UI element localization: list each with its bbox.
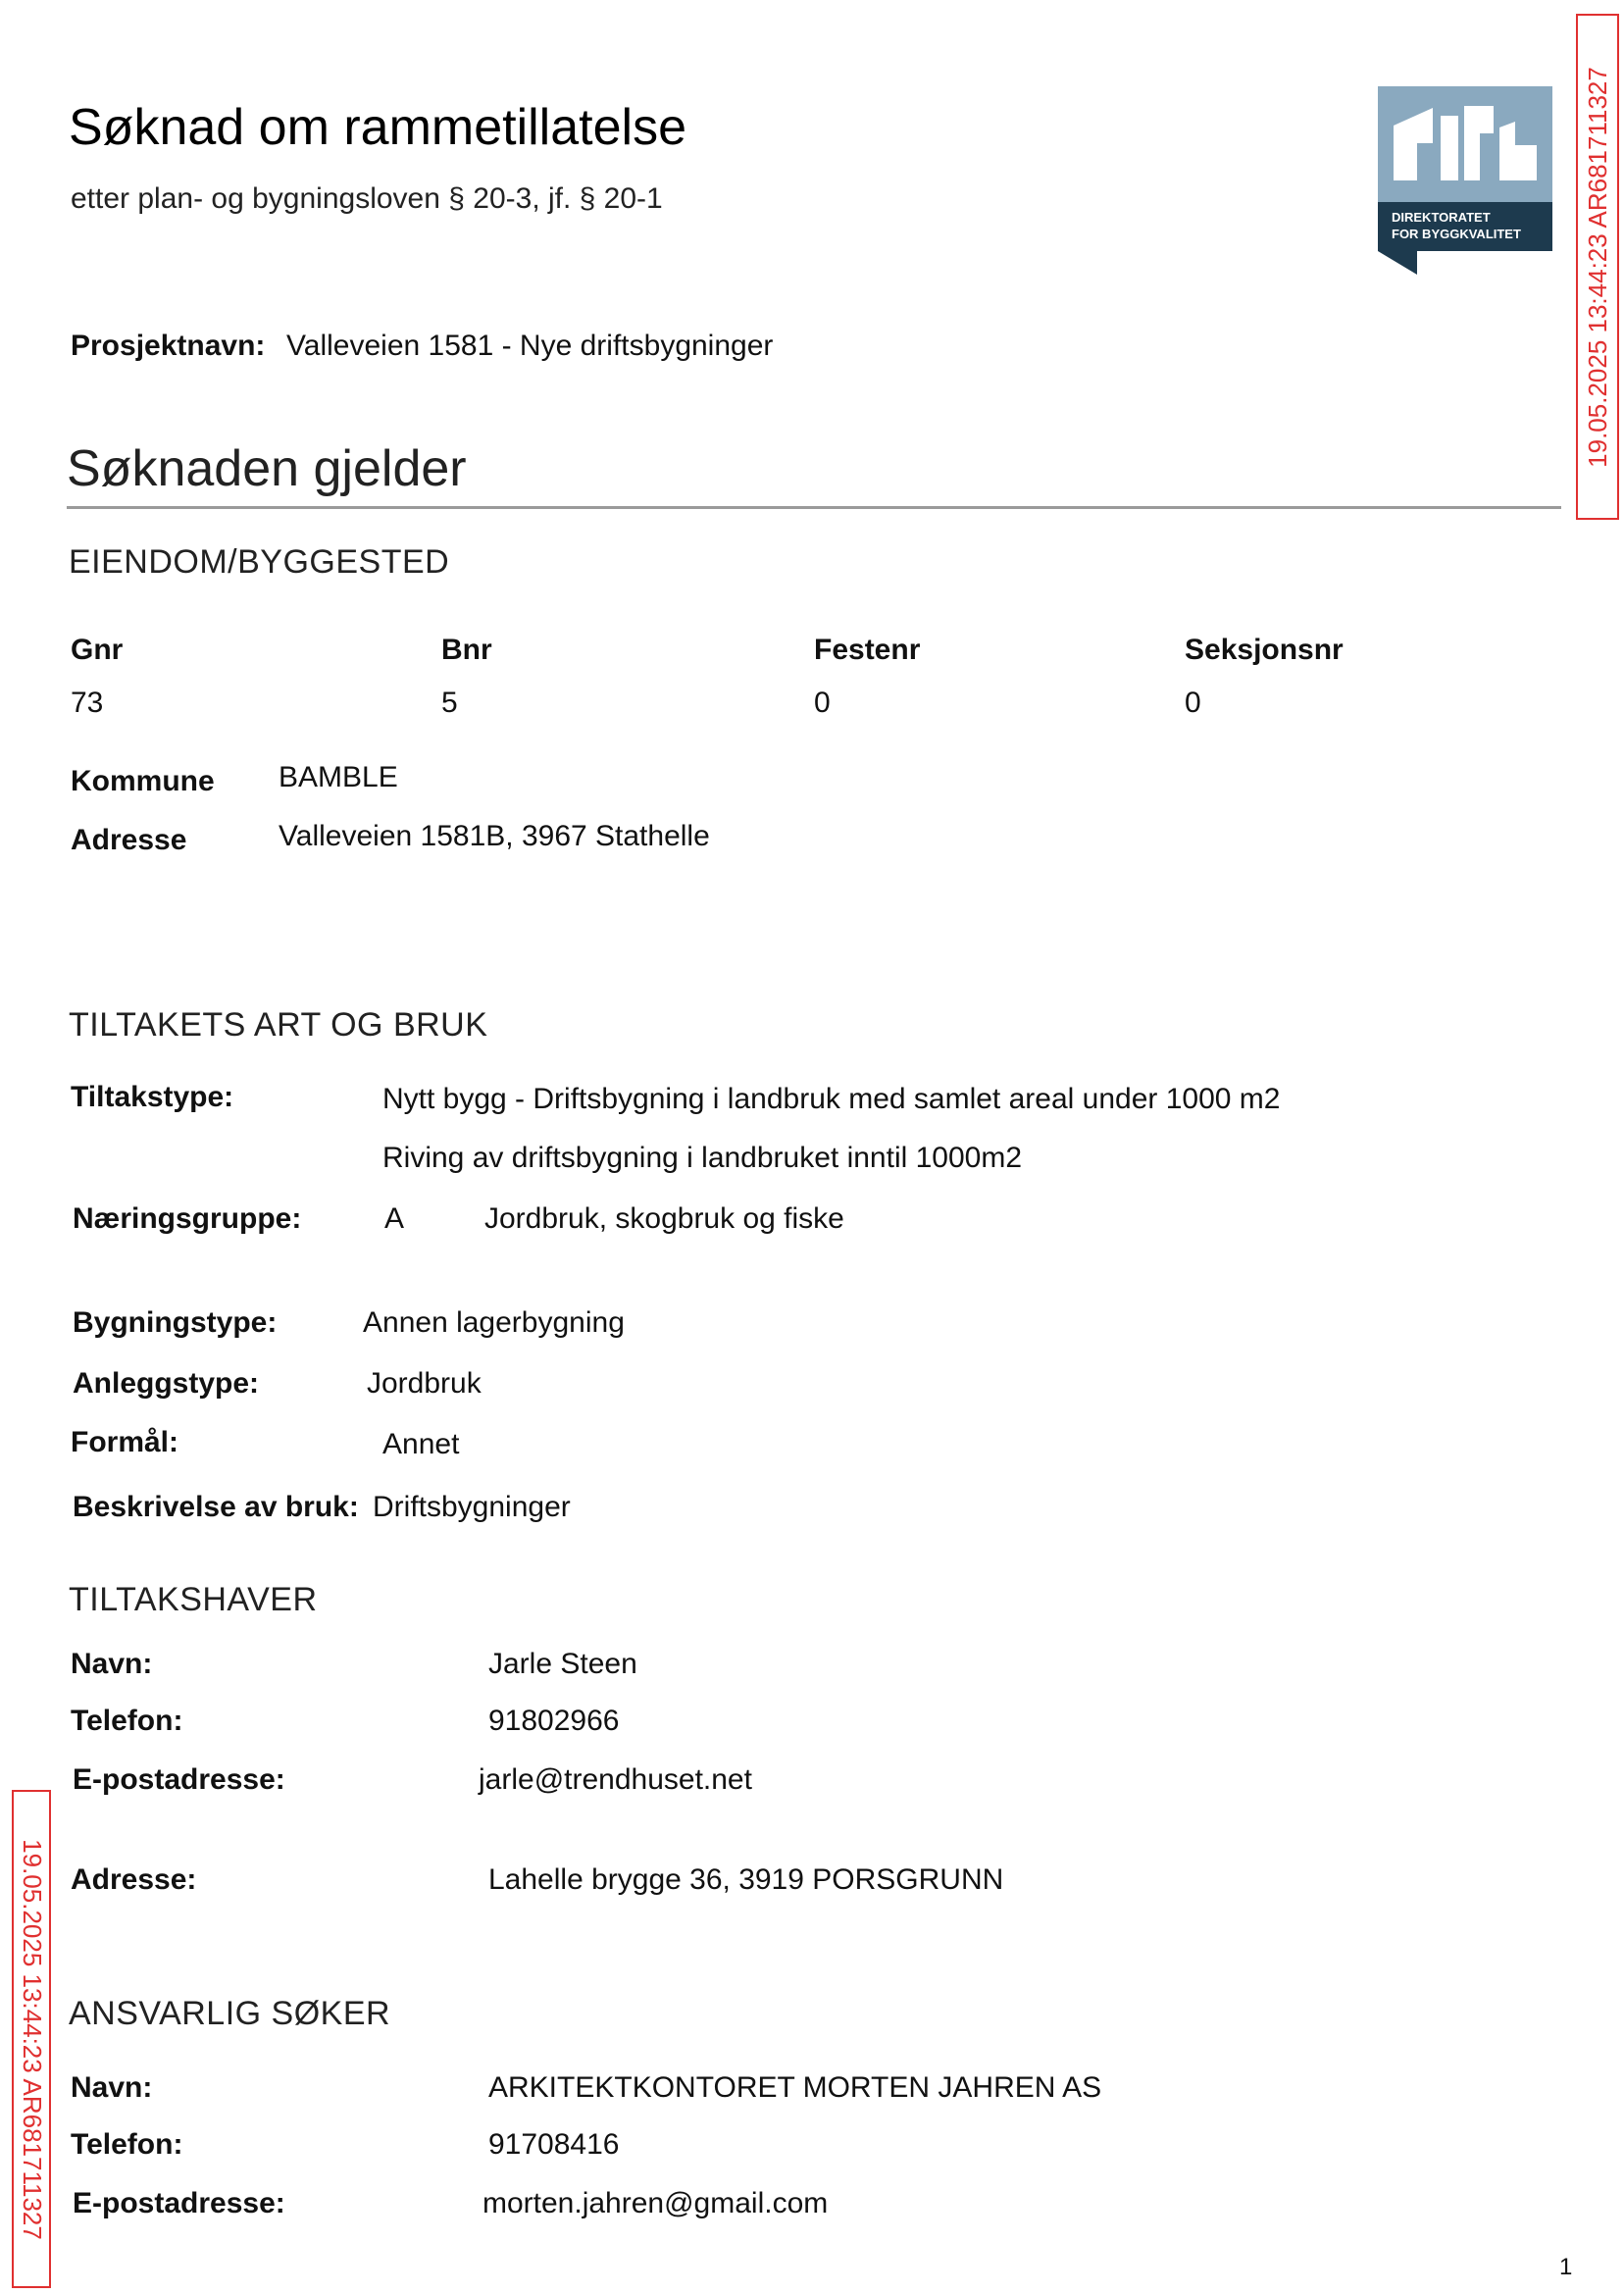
bnr-label: Bnr (441, 634, 492, 666)
anleggstype-label: Anleggstype: (73, 1367, 260, 1400)
naeringsgruppe-code: A (384, 1202, 405, 1235)
bygningstype-label: Bygningstype: (73, 1306, 278, 1339)
tiltakstype-value-2: Riving av driftsbygning i landbruket inntil 1000m2 (382, 1142, 1023, 1174)
beskrivelse-value: Driftsbygninger (373, 1491, 571, 1523)
tiltakshaver-adresse-value: Lahelle brygge 36, 3919 PORSGRUNN (488, 1863, 1004, 1896)
ansvarlig-telefon-label: Telefon: (71, 2128, 183, 2161)
page-subtitle: etter plan- og bygningsloven § 20-3, jf. § 20-1 (71, 182, 663, 215)
anleggstype-value: Jordbruk (367, 1367, 482, 1400)
tiltakshaver-epost-value: jarle@trendhuset.net (479, 1763, 752, 1796)
naeringsgruppe-value: Jordbruk, skogbruk og fiske (484, 1202, 844, 1235)
tiltakstype-label: Tiltakstype: (71, 1081, 234, 1113)
dibk-logo-icon (1378, 86, 1552, 275)
project-label: Prosjektnavn: (71, 330, 266, 362)
tiltakshaver-navn-label: Navn: (71, 1648, 153, 1680)
seksjonsnr-value: 0 (1185, 687, 1201, 719)
dibk-logo (1378, 86, 1552, 275)
receipt-stamp-left (12, 1790, 51, 2288)
logo-text-line1: DIREKTORATET (1392, 210, 1491, 225)
beskrivelse-label: Beskrivelse av bruk: (73, 1491, 359, 1523)
naeringsgruppe-label: Næringsgruppe: (73, 1202, 302, 1235)
tiltakshaver-adresse-label: Adresse: (71, 1863, 197, 1896)
ansvarlig-navn-label: Navn: (71, 2071, 153, 2104)
tiltakstype-value-1: Nytt bygg - Driftsbygning i landbruk med samlet areal under 1000 m2 (382, 1083, 1281, 1115)
tiltakshaver-heading: TILTAKSHAVER (69, 1581, 318, 1618)
kommune-label: Kommune (71, 765, 215, 797)
gnr-label: Gnr (71, 634, 124, 666)
kommune-value: BAMBLE (279, 761, 398, 793)
page-number: 1 (1559, 2254, 1573, 2280)
ansvarlig-telefon-value: 91708416 (488, 2128, 620, 2161)
adresse-value: Valleveien 1581B, 3967 Stathelle (279, 820, 710, 852)
formal-label: Formål: (71, 1426, 179, 1458)
bygningstype-value: Annen lagerbygning (363, 1306, 625, 1339)
tiltakshaver-epost-label: E-postadresse: (73, 1763, 285, 1796)
bnr-value: 5 (441, 687, 458, 719)
adresse-label: Adresse (71, 824, 187, 856)
ansvarlig-epost-label: E-postadresse: (73, 2187, 285, 2219)
tiltakshaver-navn-value: Jarle Steen (488, 1648, 637, 1680)
tiltak-heading: TILTAKETS ART OG BRUK (69, 1006, 488, 1044)
stamp-text: 19.05.2025 13:44:23 AR681711327 (17, 1838, 47, 2240)
project-value: Valleveien 1581 - Nye driftsbygninger (286, 330, 774, 362)
ansvarlig-epost-value: morten.jahren@gmail.com (482, 2187, 829, 2219)
gnr-value: 73 (71, 687, 104, 719)
receipt-stamp-right (1576, 14, 1619, 520)
festenr-label: Festenr (814, 634, 921, 666)
formal-value: Annet (382, 1428, 460, 1460)
festenr-value: 0 (814, 687, 831, 719)
ansvarlig-navn-value: ARKITEKTKONTORET MORTEN JAHREN AS (488, 2071, 1102, 2104)
logo-text-line2: FOR BYGGKVALITET (1392, 227, 1521, 241)
property-heading: EIENDOM/BYGGESTED (69, 543, 450, 581)
section-title: Søknaden gjelder (67, 440, 467, 497)
page-title: Søknad om rammetillatelse (69, 99, 686, 156)
seksjonsnr-label: Seksjonsnr (1185, 634, 1344, 666)
section-divider (67, 506, 1561, 509)
tiltakshaver-telefon-value: 91802966 (488, 1705, 620, 1737)
stamp-text: 19.05.2025 13:44:23 AR681711327 (1582, 66, 1612, 468)
tiltakshaver-telefon-label: Telefon: (71, 1705, 183, 1737)
ansvarlig-soker-heading: ANSVARLIG SØKER (69, 1995, 391, 2032)
